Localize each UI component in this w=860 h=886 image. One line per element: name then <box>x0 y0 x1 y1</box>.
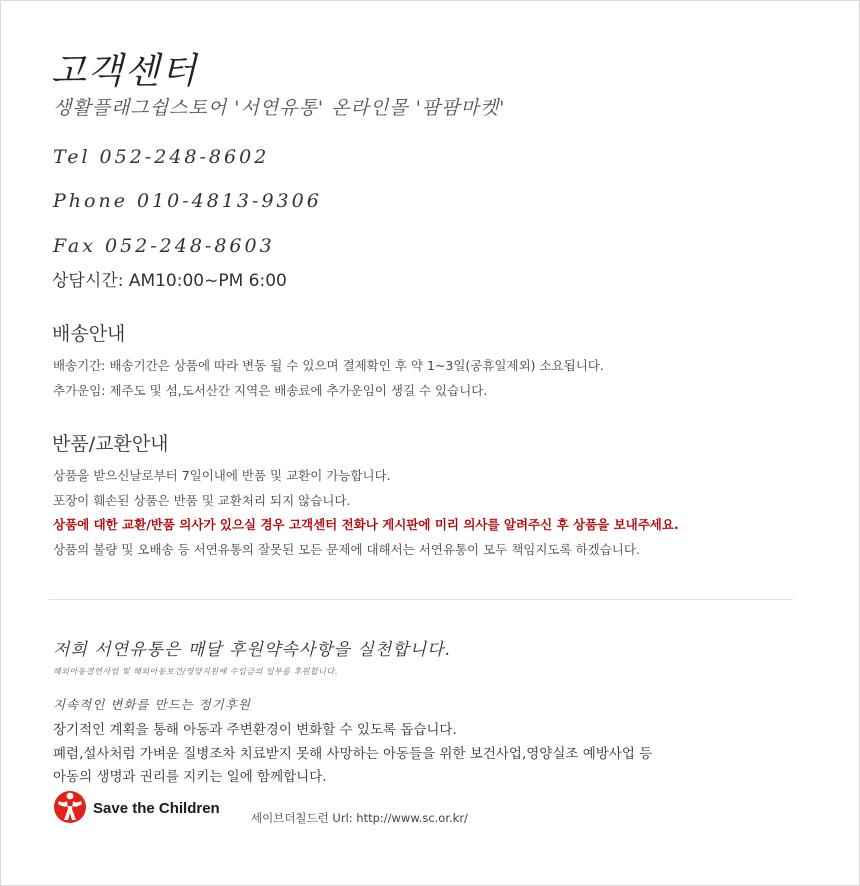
consulting-hours: 상담시간: AM10:00~PM 6:00 <box>52 271 287 291</box>
page-subtitle: 생활플래그쉽스토어 '서연유통' 온라인몰 '팜팜마켓' <box>53 97 506 119</box>
phone-number: Phone 010-4813-9306 <box>53 190 322 212</box>
donation-pledge: 저희 서연유통은 매달 후원약속사항을 실천합니다. <box>53 640 451 660</box>
organization-url: 세이브더칠드런 Url: http://www.sc.or.kr/ <box>251 811 468 825</box>
save-the-children-logo-icon <box>53 787 87 829</box>
donation-body-line: 아동의 생명과 권리를 지키는 일에 함께합니다. <box>53 769 327 785</box>
tel-number: Tel 052-248-8602 <box>53 146 270 168</box>
section-divider <box>49 599 793 600</box>
shipping-line-period: 배송기간: 배송기간은 상품에 따라 변동 될 수 있으며 결제확인 후 약 1~3일(공휴일제외) 소요됩니다. <box>53 358 604 373</box>
save-the-children-logo <box>53 788 220 828</box>
returns-line: 상품을 받으신날로부터 7일이내에 반품 및 교환이 가능합니다. <box>53 468 391 483</box>
donation-pledge-sub: 해외아동결연사업 및 해외아동보건/영양지원에 수입금의 일부를 후원합니다. <box>53 667 338 676</box>
shipping-line-extra-fee: 추가운임: 제주도 및 섬,도서산간 지역은 배송료에 추가운임이 생길 수 있습니다. <box>53 383 488 398</box>
sponsorship-title: 지속적인 변화를 만드는 정기후원 <box>53 697 251 712</box>
returns-line: 상품의 불량 및 오배송 등 서연유통의 잘못된 모든 문제에 대해서는 서연유통이 모두 책임지도록 하겠습니다. <box>53 542 640 557</box>
returns-heading: 반품/교환안내 <box>52 433 169 455</box>
shipping-heading: 배송안내 <box>52 323 126 345</box>
donation-body-line: 폐렴,설사처럼 가벼운 질병조차 치료받지 못해 사망하는 아동들을 위한 보건사업,영양실조 예방사업 등 <box>53 746 653 762</box>
donation-body-line: 장기적인 계획을 통해 아동과 주변환경이 변화할 수 있도록 돕습니다. <box>53 722 457 738</box>
returns-line: 포장이 훼손된 상품은 반품 및 교환처리 되지 않습니다. <box>53 493 351 508</box>
fax-number: Fax 052-248-8603 <box>53 235 275 257</box>
page-title: 고객센터 <box>51 51 199 92</box>
returns-notice: 상품에 대한 교환/반품 의사가 있으실 경우 고객센터 전화나 게시판에 미리 의사를 알려주신 후 상품을 보내주세요. <box>53 517 679 532</box>
logo-text: Save the Children <box>93 799 220 817</box>
